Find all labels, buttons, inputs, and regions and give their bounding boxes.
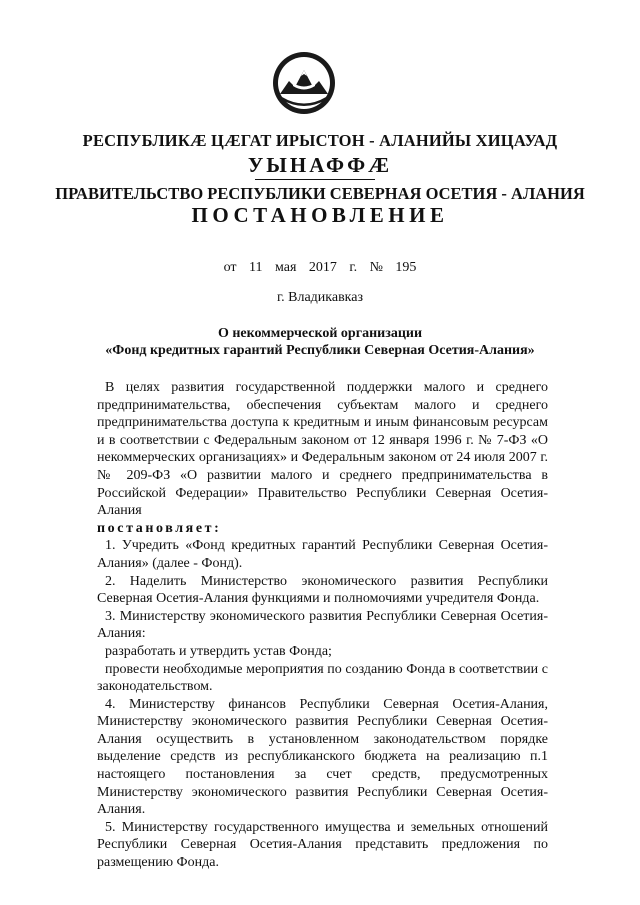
preamble: В целях развития государственной поддержки малого и среднего предпринимательства, обеспечения субъектам малого и среднего предпринимательства доступа к кредитным и иным финансовым ресурсам и в соответствии с Федеральным законом от 12 января 1996 г. № 7-ФЗ «О некоммерческих организациях» и Федеральным законом от 24 июля 2007 г. № 209-ФЗ «О развитии малого и среднего предпринимательства в Российской Федерации» Правительство Республики Северная Осетия-Алания	[97, 380, 548, 519]
item-3: 3. Министерству экономического развития Республики Северная Осетия-Алания:	[97, 608, 548, 642]
ossetian-government-name: РЕСПУБЛИКӔ ЦӔГАТ ИРЫСТОН - АЛАНИЙЫ ХИЦАУАД	[82, 131, 558, 150]
item-3-sub-b: провести необходимые мероприятия по созданию Фонда в соответствии с законодательством.	[97, 661, 548, 695]
coat-of-arms-emblem	[271, 50, 337, 116]
item-4: 4. Министерству финансов Республики Северная Осетия-Алания, Министерству экономического развития Республики Северная Осетия-Алания осуществить в установленном законодательством порядке выделение средств из республиканского бюджета на реализацию п.1 настоящего постановления за счет средств, предусмотренных Министерству экономического развития Республики Северная Осетия-Алания.	[97, 696, 548, 818]
date-line	[0, 260, 640, 276]
date-prefix: от	[223, 260, 237, 275]
russian-government-name: ПРАВИТЕЛЬСТВО РЕСПУБЛИКИ СЕВЕРНАЯ ОСЕТИЯ - АЛАНИЯ	[55, 184, 585, 203]
item-1: 1. Учредить «Фонд кредитных гарантий Республики Северная Осетия-Алания» (далее - Фонд).	[97, 538, 548, 571]
item-2: 2. Наделить Министерство экономического развития Республики Северная Осетия-Алания функциями и полномочиями учредителя Фонда.	[97, 573, 548, 607]
item-5: 5. Министерству государственного имущества и земельных отношений Республики Северная Осетия-Алания представить предложения по размещению Фонда.	[97, 819, 548, 871]
document-title-line1: О некоммерческой организации	[217, 326, 423, 341]
decree-word: постановляет:	[97, 520, 222, 536]
document-body	[97, 379, 548, 872]
document-number: № 195	[369, 260, 417, 275]
document-title-line2: «Фонд кредитных гарантий Республики Северная Осетия-Алания»	[105, 343, 535, 358]
document-date: 11 мая	[249, 260, 297, 275]
ossetian-document-type: УЫНАФФӔ	[247, 153, 393, 177]
item-3-sub-a: разработать и утвердить устав Фонда;	[105, 643, 332, 659]
document-year: 2017 г.	[308, 260, 358, 275]
russian-document-type: ПОСТАНОВЛЕНИЕ	[191, 203, 449, 227]
city: г. Владикавказ	[276, 290, 364, 305]
header-divider	[255, 179, 375, 180]
